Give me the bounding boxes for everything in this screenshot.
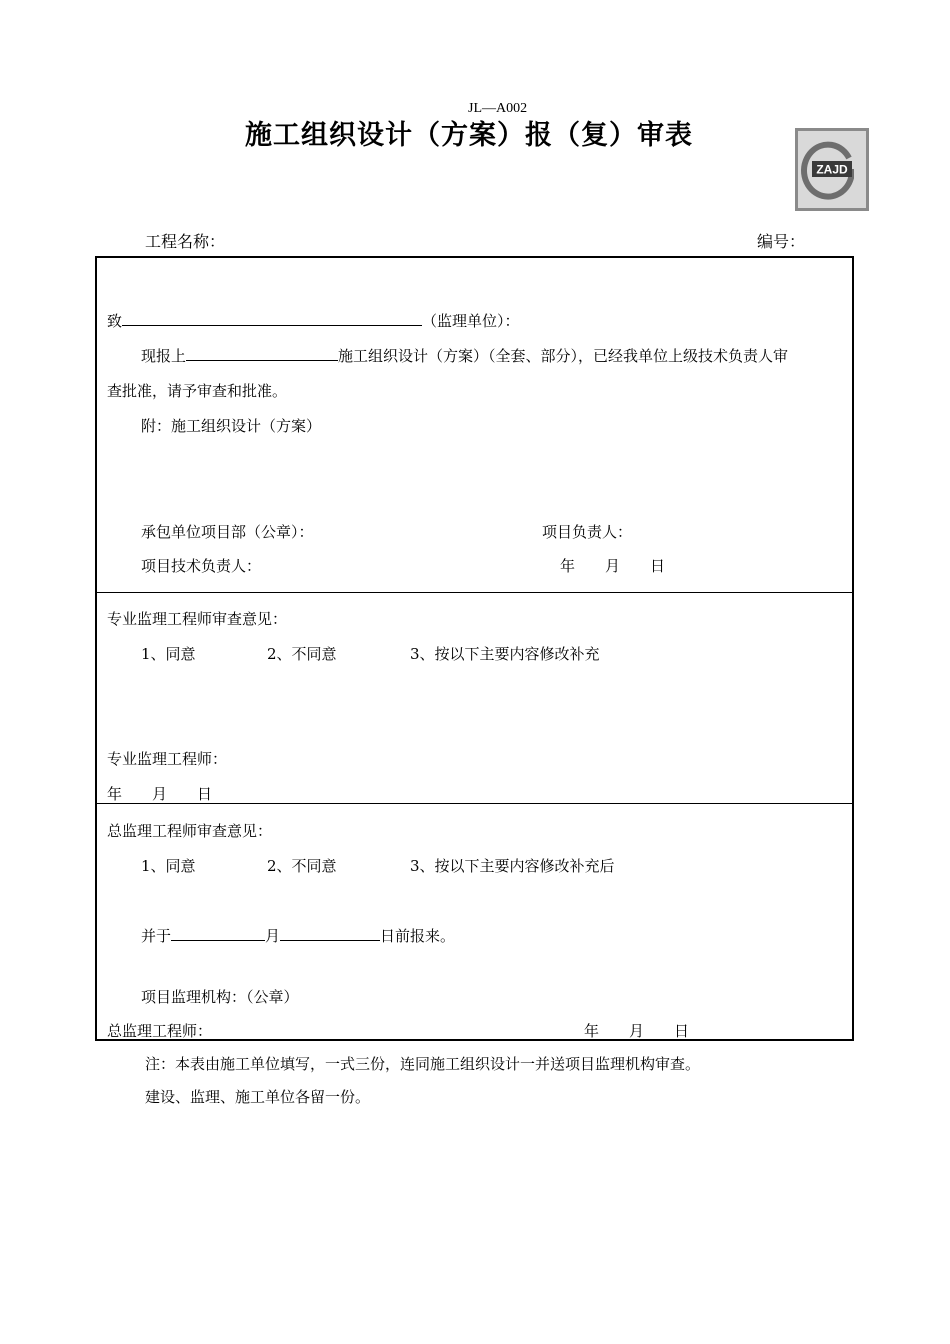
attachment-label: 附：施工组织设计（方案） (141, 417, 322, 435)
section2-date: 年 月 日 (107, 785, 213, 803)
project-manager-label: 项目负责人： (542, 523, 633, 541)
supervisor-unit-field[interactable] (122, 310, 422, 326)
divider (97, 592, 852, 593)
note-line-1: 注：本表由施工单位填写，一式三份，连同施工组织设计一并送项目监理机构审查。 (145, 1055, 701, 1073)
option-disagree[interactable]: 2、不同意 (267, 645, 337, 663)
divider (97, 803, 852, 804)
supervision-org-seal: 项目监理机构：（公章） (141, 988, 299, 1006)
specialist-engineer-label: 专业监理工程师： (107, 750, 228, 768)
report-line-2: 查批准，请予审查和批准。 (107, 382, 288, 400)
option-revise[interactable]: 3、按以下主要内容修改补充后 (410, 857, 615, 875)
document-code: JL—A002 (468, 101, 528, 116)
number-label: 编号： (757, 232, 806, 251)
option-agree[interactable]: 1、同意 (141, 645, 196, 663)
option-disagree[interactable]: 2、不同意 (267, 857, 337, 875)
logo-text: ZAJD (816, 162, 848, 177)
month-field[interactable] (171, 925, 265, 941)
tech-manager-label: 项目技术负责人： (141, 557, 262, 575)
note-line-2: 建设、监理、施工单位各留一份。 (145, 1088, 371, 1106)
specialist-opinion-heading: 专业监理工程师审查意见： (107, 610, 288, 628)
deadline-line: 并于 月 日前报来。 (141, 927, 456, 945)
contractor-dept-seal: 承包单位项目部（公章）： (141, 523, 314, 541)
report-item-field[interactable] (186, 345, 338, 361)
day-field[interactable] (280, 925, 380, 941)
chief-opinion-heading: 总监理工程师审查意见： (107, 822, 273, 840)
company-logo (795, 128, 869, 211)
review-form (95, 256, 854, 1041)
option-agree[interactable]: 1、同意 (141, 857, 196, 875)
chief-engineer-label: 总监理工程师： (107, 1022, 213, 1040)
section1-date: 年 月 日 (560, 557, 666, 575)
report-line: 现报上 施工组织设计（方案）（全套、部分），已经我单位上级技术负责人审 (141, 347, 789, 365)
page-title: 施工组织设计（方案）报（复）审表 (245, 120, 693, 151)
to-line: 致 （监理单位）： (107, 312, 520, 330)
project-name-label: 工程名称： (145, 232, 226, 251)
option-revise[interactable]: 3、按以下主要内容修改补充 (410, 645, 600, 663)
section3-date: 年 月 日 (584, 1022, 690, 1040)
